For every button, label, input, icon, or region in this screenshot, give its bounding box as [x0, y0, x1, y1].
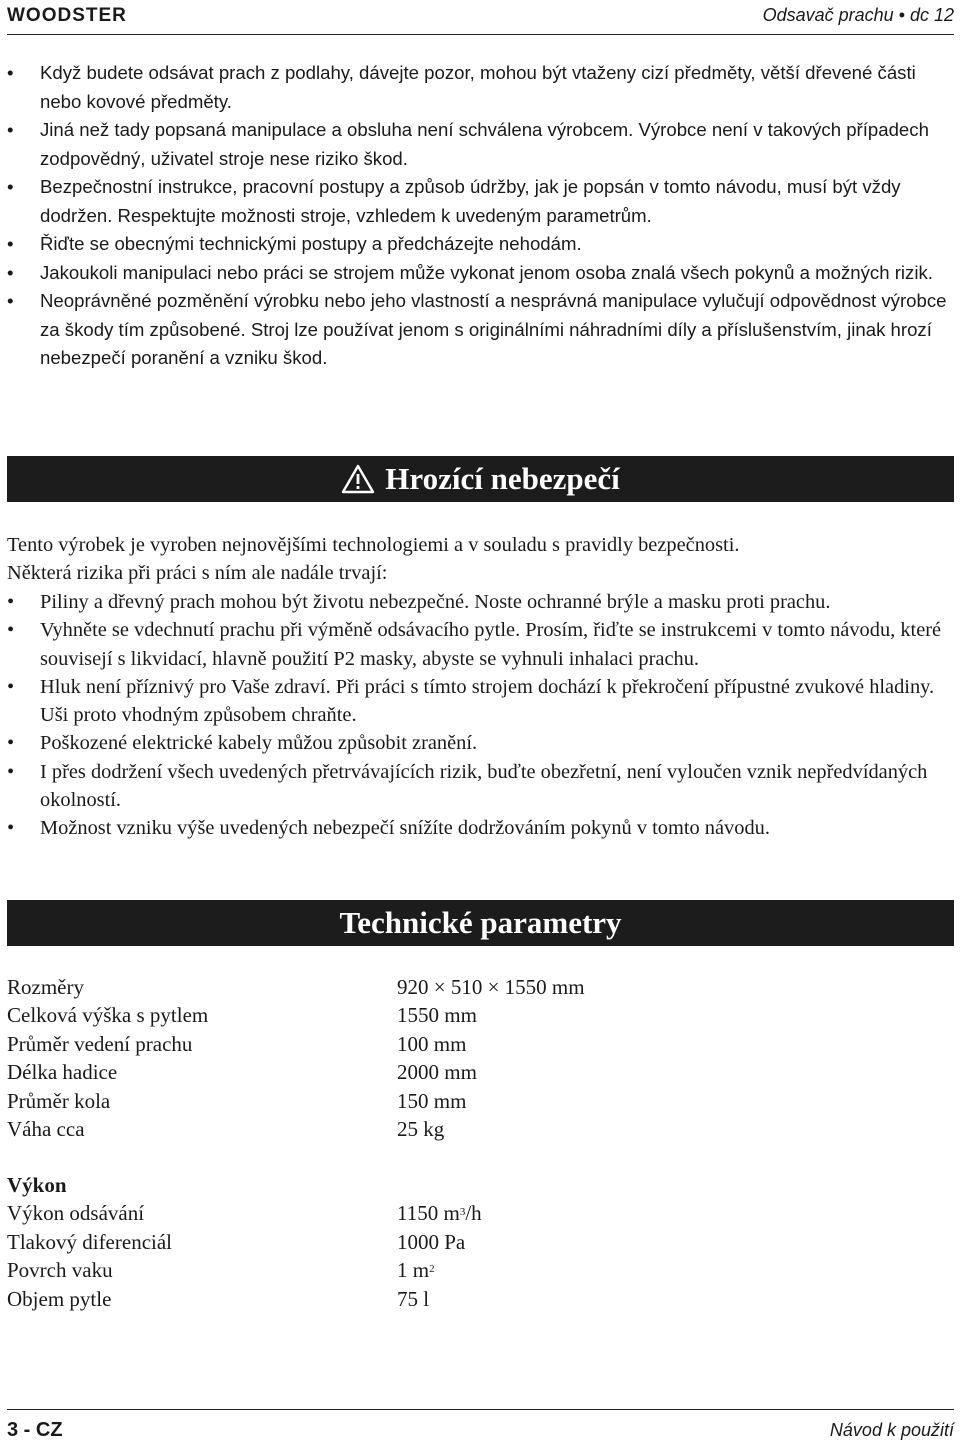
spec-label: Povrch vaku [7, 1258, 113, 1283]
dimensions-table [7, 973, 585, 1143]
spec-row [7, 973, 585, 1001]
spec-value: 150 mm [397, 1088, 467, 1113]
spec-row [7, 1115, 585, 1143]
spec-label: Váha cca [7, 1117, 85, 1142]
spec-value: 75 l [397, 1286, 430, 1311]
list-item: • Bezpečnostní instrukce, pracovní postupy a způsob údržby, jak je popsán v tomto návodu, musí být vždy dodržen. Respektujte možnosti stroje, vzhledem k uvedeným parametrům. [40, 173, 950, 230]
footer-title: Návod k použití [829, 1420, 954, 1440]
spec-value: 2000 mm [397, 1060, 477, 1085]
spec-value: 920 × 510 × 1550 mm [397, 975, 585, 999]
spec-value: 100 mm [397, 1031, 467, 1056]
spec-label: Průměr kola [7, 1088, 111, 1113]
page-number: 3 - CZ [7, 1419, 63, 1441]
list-item: • Vyhněte se vdechnutí prachu při výměně odsávacího pytle. Prosím, řiďte se instrukcemi v tomto návodu, které souvisejí s likvidací, hlavně použití P2 masky, abyste se vyhnuli inhalaci prachu. [40, 616, 950, 673]
spec-label: Délka hadice [7, 1060, 118, 1085]
general-safety-list [7, 59, 950, 373]
spec-row [7, 1001, 585, 1029]
spec-value: 25 kg [397, 1117, 445, 1142]
document-title: Odsavač prachu • dc 12 [762, 5, 954, 25]
page-header [7, 4, 954, 35]
spec-row [7, 1199, 482, 1227]
spec-value: 1550 mm [397, 1003, 477, 1028]
list-item: • Hluk není příznivý pro Vaše zdraví. Při práci s tímto strojem dochází k překročení přípustné zvukové hladiny. Uši proto vhodným způsobem chraňte. [40, 673, 950, 730]
hazard-list [7, 588, 950, 843]
hazard-section-header [7, 456, 954, 502]
brand-name: WOODSTER [7, 5, 127, 26]
list-item: • Poškozené elektrické kabely můžou způsobit zranění. [40, 729, 950, 757]
intro-line: Tento výrobek je vyroben nejnovějšími technologiemi a v souladu s pravidly bezpečnosti. [7, 534, 740, 556]
list-item: • Řiďte se obecnými technickými postupy a předcházejte nehodám. [40, 230, 950, 259]
list-item: • Když budete odsávat prach z podlahy, dávejte pozor, mohou být vtaženy cizí předměty, větší dřevené části nebo kovové předměty. [40, 59, 950, 116]
spec-row [7, 1256, 482, 1284]
spec-label: Rozměry [7, 975, 84, 999]
page-footer [7, 1409, 954, 1444]
performance-table [7, 1171, 482, 1313]
spec-value: 1000 Pa [397, 1229, 466, 1254]
spec-label: Tlakový diferenciál [7, 1229, 173, 1254]
spec-row [7, 1058, 585, 1086]
warning-triangle-icon [341, 464, 375, 494]
spec-value: 1150 $m^3/h$ [397, 1201, 482, 1226]
list-item: • Možnost vzniku výše uvedených nebezpečí snížíte dodržováním pokynů v tomto návodu. [40, 814, 950, 842]
spec-value: 1 $m^2$ [397, 1258, 435, 1283]
spec-label: Výkon odsávání [7, 1201, 145, 1226]
spec-row [7, 1285, 482, 1313]
spec-row [7, 1228, 482, 1256]
intro-line: Některá rizika při práci s ním ale nadále trvají: [7, 562, 388, 585]
spec-row [7, 1030, 585, 1058]
tech-section-title: Technické parametry [339, 905, 622, 940]
tech-section-header [7, 900, 954, 946]
spec-label: Celková výška s pytlem [7, 1003, 209, 1028]
list-item: • Neoprávněné pozměnění výrobku nebo jeho vlastností a nesprávná manipulace vylučují odpovědnost výrobce za škody tím způsobené. Stroj lze používat jenom s originálními náhradními díly a příslušenstvím, jinak hrozí nebezpečí poranění a vzniku škod. [40, 287, 950, 373]
performance-heading: Výkon [7, 1173, 67, 1197]
spec-label: Objem pytle [7, 1286, 112, 1311]
list-item: • I přes dodržení všech uvedených přetrvávajících rizik, buďte obezřetní, není vyloučen vznik nepředvídaných okolností. [40, 758, 950, 815]
hazard-section-title: Hrozící nebezpečí [385, 461, 620, 496]
spec-label: Průměr vedení prachu [7, 1031, 193, 1056]
list-item: • Jakoukoli manipulaci nebo práci se strojem může vykonat jenom osoba znalá všech pokynů a možných rizik. [40, 259, 950, 288]
spec-row [7, 1087, 585, 1115]
list-item: • Jiná než tady popsaná manipulace a obsluha není schválena výrobcem. Výrobce není v takových případech zodpovědný, uživatel stroje nese riziko škod. [40, 116, 950, 173]
list-item: • Piliny a dřevný prach mohou být životu nebezpečné. Noste ochranné brýle a masku proti prachu. [40, 588, 950, 616]
hazard-intro [7, 531, 739, 588]
